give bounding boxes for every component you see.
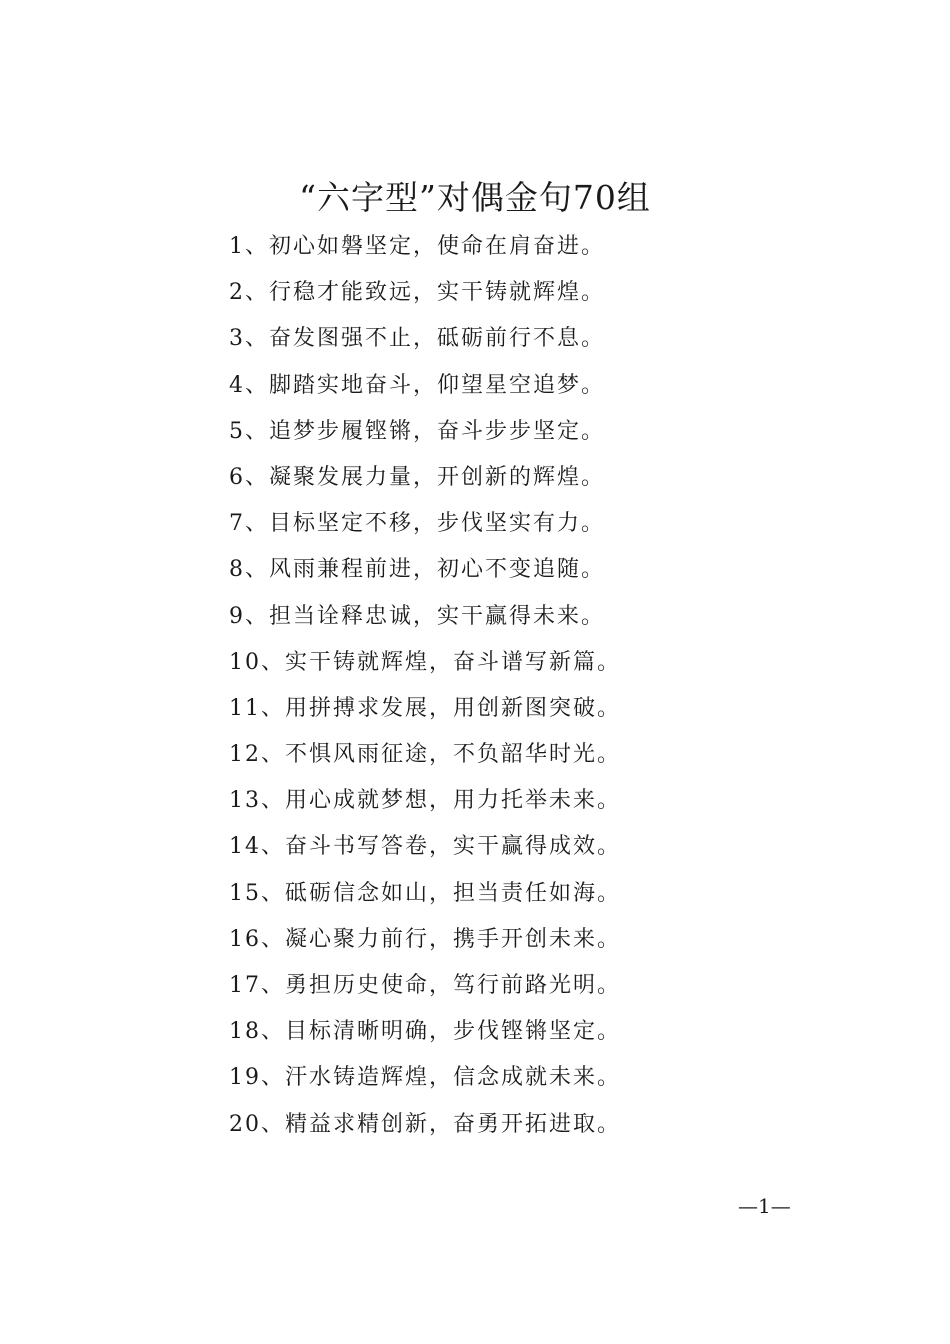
list-item: 18、目标清晰明确，步伐铿锵坚定。	[229, 1019, 621, 1045]
list-item: 9、担当诠释忠诚，实干赢得未来。	[229, 603, 605, 629]
list-item: 14、奋斗书写答卷，实干赢得成效。	[229, 834, 621, 860]
list-item: 6、凝聚发展力量，开创新的辉煌。	[229, 464, 605, 490]
quote-list	[229, 224, 621, 1148]
list-item: 15、砥砺信念如山，担当责任如海。	[229, 880, 621, 906]
list-item: 12、不惧风雨征途，不负韶华时光。	[229, 742, 621, 768]
list-item: 7、目标坚定不移，步伐坚实有力。	[229, 511, 605, 537]
list-item: 19、汗水铸造辉煌，信念成就未来。	[229, 1065, 621, 1091]
list-item: 20、精益求精创新，奋勇开拓进取。	[229, 1111, 621, 1137]
list-item: 8、风雨兼程前进，初心不变追随。	[229, 557, 605, 583]
list-item: 2、行稳才能致远，实干铸就辉煌。	[229, 280, 605, 306]
list-item: 1、初心如磐坚定，使命在肩奋进。	[229, 234, 605, 259]
list-item: 10、实干铸就辉煌，奋斗谱写新篇。	[229, 649, 621, 675]
list-item: 3、奋发图强不止，砥砺前行不息。	[229, 326, 605, 352]
document-title: “六字型”对偶金句70组	[299, 178, 651, 217]
list-item: 13、用心成就梦想，用力托举未来。	[229, 788, 621, 814]
list-item: 11、用拼搏求发展，用创新图突破。	[229, 695, 621, 721]
list-item: 17、勇担历史使命，笃行前路光明。	[229, 973, 621, 998]
list-item: 4、脚踏实地奋斗，仰望星空追梦。	[229, 372, 605, 398]
list-item: 16、凝心聚力前行，携手开创未来。	[229, 926, 621, 952]
page-number: —1—	[738, 1194, 791, 1218]
list-item: 5、追梦步履铿锵，奋斗步步坚定。	[229, 418, 605, 444]
